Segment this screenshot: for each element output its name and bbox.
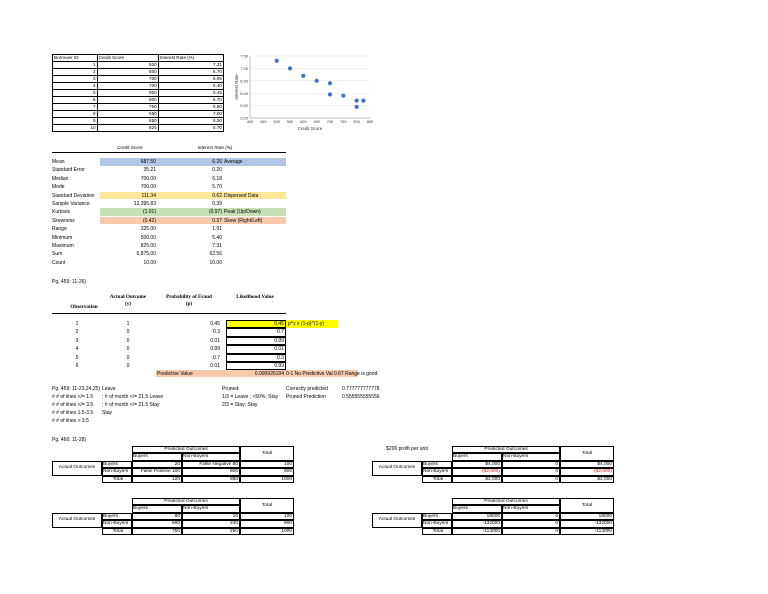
actual-cell: 0	[126, 362, 130, 369]
matrix-value-cell: 20	[174, 461, 180, 467]
credit-score-cell: 800	[97, 97, 158, 104]
stats-row	[52, 242, 286, 250]
stats-row	[52, 158, 286, 166]
stats-note: Peak (Up/Down)	[224, 209, 261, 216]
stats-label: Maximum	[52, 242, 74, 249]
matrix-value-cell: 250	[229, 528, 238, 534]
borrower-id-cell: 6	[53, 97, 98, 104]
actual-outcomes-label: Actual Outcomes	[58, 517, 96, 523]
borrower-id-cell: 4	[53, 83, 98, 90]
stats-credit-value: 687.50	[140, 159, 156, 165]
matrix-value-cell: 900	[283, 521, 292, 527]
prob-header: Probability of Fraud	[166, 294, 212, 300]
interest-rate-cell: 6.50	[158, 118, 223, 125]
borrower-id-cell: 5	[53, 90, 98, 97]
actual-cell: 0	[126, 329, 130, 336]
stats-label: Standard Error	[52, 167, 85, 174]
prob-cell: 0.99	[210, 346, 220, 353]
stats-header-interest: Interest Rate (%)	[197, 145, 233, 150]
rule-line	[52, 394, 212, 402]
pruned-label: Pruned:	[222, 386, 240, 392]
data-point	[301, 74, 305, 78]
obs-header: Observation	[70, 304, 98, 310]
stats-row	[52, 183, 286, 191]
stats-row	[52, 250, 286, 258]
stats-credit-value: (0.42)	[142, 217, 156, 224]
data-point	[355, 99, 359, 103]
stats-row	[52, 234, 286, 242]
table-row	[53, 76, 224, 83]
table-row	[53, 118, 224, 125]
interest-rate-cell: 5.95	[158, 76, 223, 83]
non-buyers-row-label: Non-Buyers	[103, 521, 129, 527]
stats-row	[52, 217, 286, 225]
predicted-outcomes-header: Predicted Outcomes	[484, 499, 528, 504]
likelihood-cell: 0.45	[274, 321, 284, 327]
fraud-table	[52, 320, 352, 370]
prob-header-sub: (p)	[185, 301, 193, 307]
data-point	[355, 105, 359, 109]
credit-score-cell: 750	[97, 104, 158, 111]
stats-interest-value: 7.31	[212, 242, 222, 249]
stats-interest-value: 0.62	[212, 192, 222, 199]
stats-divider	[52, 152, 286, 153]
formula-text: p^y x (1-p)^(1-y)	[288, 321, 325, 327]
x-tick-label: 450	[260, 120, 267, 124]
buyers-col-header: Buyers	[133, 454, 148, 460]
fraud-row	[52, 345, 352, 353]
stats-row	[52, 200, 286, 208]
obs-cell: 3	[75, 337, 79, 344]
total-header: Total	[581, 450, 593, 456]
x-tick-label: 750	[340, 120, 347, 124]
matrix-value-cell: 0	[555, 461, 558, 467]
stats-interest-value: (0.97)	[208, 209, 222, 216]
stats-row	[52, 225, 286, 233]
y-tick-label: 5.00	[240, 115, 248, 121]
credit-score-cell: 700	[97, 76, 158, 83]
borrower-id-cell: 1	[53, 62, 98, 69]
obs-cell: 4	[75, 346, 79, 353]
scatter-chart	[230, 52, 378, 136]
stats-credit-value: 500.00	[140, 234, 156, 241]
confusion-ref: Pg. 460: 11-28)	[52, 437, 87, 443]
total-row-label: Total	[112, 476, 124, 482]
interest-rate-cell: 5.70	[158, 125, 223, 132]
stats-interest-value: 0.37	[212, 217, 222, 224]
predictive-value: 0.000926194	[254, 371, 284, 377]
data-point	[275, 59, 279, 63]
stats-interest-value: 6.26	[212, 159, 222, 165]
borrower-id-cell: 9	[53, 118, 98, 125]
buyers-row-label: Buyers	[423, 513, 438, 519]
credit-score-cell: 550	[97, 111, 158, 118]
stats-interest-value: 10.00	[209, 259, 222, 266]
stats-credit-value: (1.01)	[142, 209, 156, 216]
actual-cell: 0	[126, 337, 130, 344]
stats-interest-value: 5.70	[212, 184, 222, 191]
matrix-value-cell: 0	[555, 528, 558, 534]
x-tick-label: 800	[353, 120, 360, 124]
likelihood-cell: 0.7	[277, 329, 284, 336]
rules-ref: Pg. 459: 11-23,24,25)	[52, 386, 100, 392]
matrix-value-cell: 0	[555, 476, 558, 482]
buyers-col-header: Buyers	[453, 506, 468, 512]
data-point	[361, 99, 365, 103]
stats-row	[52, 175, 286, 183]
y-axis-label: Interest Rate	[234, 74, 239, 100]
matrix-value-cell: 0	[555, 521, 558, 527]
stats-credit-value: 825.00	[140, 242, 156, 249]
predictive-label: Predictive Value	[157, 371, 193, 377]
matrix-value-cell: 18000	[598, 513, 612, 519]
interest-rate-cell: 7.31	[158, 62, 223, 69]
pruned-line-2: 2/3 = Stay; Stay	[222, 402, 258, 408]
correct-label: Correctly predicted	[286, 386, 328, 392]
matrix-value-cell: ($2,000)	[594, 469, 612, 475]
matrix-value-cell: 10	[232, 513, 238, 519]
col-header-borrower-id: Borrower ID	[53, 55, 98, 62]
table-row	[53, 62, 224, 69]
actual-header: Actual Outcome	[109, 294, 147, 300]
matrix-value-cell: False Positive 100	[140, 469, 180, 475]
rule-outcome: Stay	[102, 410, 113, 416]
matrix-value-cell: 900	[283, 469, 292, 475]
stats-label: Minimum	[52, 234, 73, 241]
matrix-value-cell: 880	[229, 476, 238, 482]
matrix-value-cell: 660	[171, 521, 180, 527]
stats-label: Count	[52, 259, 66, 266]
col-header-credit-score: Credit Score	[97, 55, 158, 62]
buyers-row-label: Buyers	[423, 461, 438, 467]
rule-line	[52, 418, 212, 426]
obs-cell: 2	[75, 329, 79, 336]
scatter-chart-svg	[230, 52, 378, 136]
predicted-outcomes-header: Predicted Outcomes	[164, 447, 208, 452]
actual-outcomes-label: Actual Outcomes	[378, 465, 416, 471]
matrix-value-cell: 800	[229, 469, 238, 475]
matrix-value-cell: -132000	[482, 521, 500, 527]
predicted-outcomes-header: Predicted Outcomes	[484, 447, 528, 452]
actual-cell: 1	[126, 321, 130, 327]
fraud-row	[52, 320, 352, 328]
matrix-value-cell: $4,000	[597, 461, 612, 467]
stats-credit-value: 111.34	[141, 192, 156, 199]
stats-table	[52, 158, 286, 267]
table-row	[53, 97, 224, 104]
table-row	[53, 69, 224, 76]
fraud-ref: Pg. 459: 11-26)	[52, 279, 87, 285]
rule-condition: # # of lines > 3.5	[52, 418, 89, 424]
credit-score-cell: 500	[97, 62, 158, 69]
obs-cell: 6	[75, 362, 79, 369]
prob-cell: 0.3	[213, 329, 220, 336]
table-row	[53, 104, 224, 111]
x-tick-label: 650	[313, 120, 320, 124]
stats-label: Standard Deviation	[52, 192, 95, 199]
borrower-id-cell: 3	[53, 76, 98, 83]
y-tick-label: 6.00	[240, 90, 248, 96]
likelihood-cell: 0.3	[277, 354, 284, 361]
stats-interest-value: 0.39	[212, 200, 222, 207]
stats-interest-value: 62.56	[209, 251, 222, 258]
x-tick-label: 500	[273, 120, 280, 124]
pruned-value: 0.555555555556	[342, 394, 380, 400]
x-tick-label: 850	[366, 120, 374, 124]
stats-credit-value: 10.00	[143, 259, 156, 266]
col-header-interest-rate: Interest Rate (%)	[158, 55, 223, 62]
stats-note: Dispersed Data	[224, 192, 259, 199]
y-tick-label: 7.00	[240, 66, 248, 71]
total-header: Total	[261, 450, 273, 456]
prob-cell: 0.7	[213, 354, 220, 361]
table-row	[53, 111, 224, 118]
stats-label: Median	[52, 175, 69, 182]
predicted-outcomes-header: Predicted Outcomes	[164, 499, 208, 504]
rule-outcome: ; # of month </= 21.5 Stay	[102, 402, 160, 408]
rule-condition: # # of lines 1.5-3.5	[52, 410, 94, 416]
matrix-value-cell: ($2,000)	[482, 469, 500, 475]
credit-score-cell: 800	[97, 90, 158, 97]
matrix-value-cell: -132000	[594, 521, 612, 527]
stats-row	[52, 192, 286, 200]
non-buyers-row-label: Non-Buyers	[103, 469, 129, 475]
interest-rate-cell: 5.70	[158, 97, 223, 104]
interest-rate-cell: 6.70	[158, 69, 223, 76]
borrower-id-cell: 2	[53, 69, 98, 76]
total-header: Total	[261, 502, 273, 508]
stats-interest-value: 6.18	[212, 175, 222, 182]
stats-label: Sum	[52, 251, 63, 258]
matrix-value-cell: 1000	[281, 476, 292, 482]
rule-line	[52, 410, 212, 418]
stats-row	[52, 259, 286, 267]
rules-leave: Leave	[102, 386, 116, 392]
borrower-id-cell: 8	[53, 111, 98, 118]
interest-rate-cell: 5.90	[158, 104, 223, 111]
stats-label: Range	[52, 226, 67, 233]
credit-score-cell: 650	[97, 118, 158, 125]
matrix-value-cell: $2,000	[597, 476, 612, 482]
stats-interest-value: 5.40	[212, 234, 222, 241]
x-tick-label: 400	[246, 120, 254, 124]
prob-cell: 0.01	[210, 362, 220, 369]
y-tick-label: 5.50	[240, 103, 248, 109]
interest-rate-cell: 5.45	[158, 90, 223, 97]
matrix-value-cell: $4,000	[485, 461, 500, 467]
borrower-id-cell: 7	[53, 104, 98, 111]
matrix-value-cell: 100	[283, 513, 292, 519]
borrower-table	[52, 54, 224, 132]
matrix-value-cell: 0	[555, 513, 558, 519]
matrix-value-cell: $2,000	[485, 476, 500, 482]
non-buyers-col-header: Non-Buyers	[183, 454, 209, 460]
stats-note: Average	[224, 159, 243, 165]
total-row-label: Total	[432, 476, 444, 482]
non-buyers-col-header: Non-Buyers	[183, 506, 209, 512]
stats-label: Kurtosis	[52, 209, 71, 216]
stats-credit-value: 700.00	[140, 184, 156, 191]
interest-rate-cell: 6.40	[158, 83, 223, 90]
data-point	[328, 92, 332, 96]
matrix-value-cell: -114000	[482, 528, 500, 534]
table-row	[53, 125, 224, 132]
fraud-row	[52, 337, 352, 345]
stats-label: Mean	[52, 159, 65, 165]
y-tick-label: 7.50	[240, 53, 248, 59]
stats-credit-value: 12,395.83	[133, 200, 156, 207]
x-tick-label: 550	[286, 120, 294, 124]
obs-cell: 1	[75, 321, 79, 327]
stats-credit-value: 35.21	[143, 167, 156, 174]
stats-credit-value: 6,875.00	[136, 251, 156, 258]
credit-score-cell: 825	[97, 125, 158, 132]
non-buyers-row-label: Non-Buyers	[423, 521, 449, 527]
data-point	[288, 66, 292, 70]
actual-outcomes-label: Actual Outcomes	[58, 465, 96, 471]
fraud-row	[52, 354, 352, 362]
y-tick-label: 6.50	[240, 78, 248, 84]
non-buyers-col-header: Non-Buyers	[503, 454, 529, 460]
prob-cell: 0.45	[210, 321, 220, 327]
obs-cell: 5	[75, 354, 79, 361]
total-row-label: Total	[432, 528, 444, 534]
interest-rate-cell: 7.00	[158, 111, 223, 118]
stats-row	[52, 166, 286, 174]
x-tick-label: 600	[300, 120, 307, 124]
stats-credit-value: 700.00	[140, 175, 156, 182]
fraud-row	[52, 328, 352, 336]
borrower-id-cell: 10	[53, 125, 98, 132]
matrix-value-cell: 750	[171, 528, 180, 534]
stats-credit-value: 325.00	[140, 226, 156, 233]
buyers-row-label: Buyers	[103, 513, 118, 519]
matrix-value-cell: 120	[171, 476, 180, 482]
pruned-prediction-label: Pruned Prediction	[286, 394, 326, 400]
matrix-value-cell: False Negative 80	[199, 461, 238, 467]
data-point	[328, 81, 332, 85]
stats-header-credit: Credit Score	[117, 145, 143, 150]
rule-outcome: ; # of month </= 21.5 Leave	[102, 394, 164, 400]
actual-header-sub: (y)	[124, 301, 132, 307]
profit-label: $200 profit per unit	[386, 446, 428, 452]
non-buyers-col-header: Non-Buyers	[503, 506, 529, 512]
correct-value: 0.777777777778	[342, 386, 380, 392]
likelihood-cell: 0.99	[274, 362, 284, 369]
matrix-value-cell: 100	[283, 461, 292, 467]
actual-cell: 0	[126, 346, 130, 353]
stats-interest-value: 0.20	[212, 167, 222, 174]
x-tick-label: 700	[326, 120, 334, 124]
rule-condition: # # of lines </= 1.5	[52, 394, 94, 400]
credit-score-cell: 600	[97, 69, 158, 76]
stats-label: Mode	[52, 184, 65, 191]
matrix-value-cell: 90	[174, 513, 180, 519]
stats-label: Sample Variance	[52, 200, 90, 207]
borrower-header-row	[53, 55, 224, 62]
rule-line	[52, 402, 212, 410]
actual-outcomes-label: Actual Outcomes	[378, 517, 416, 523]
buyers-row-label: Buyers	[103, 461, 118, 467]
stats-interest-value: 1.91	[212, 226, 222, 233]
credit-score-cell: 700	[97, 83, 158, 90]
rule-condition: # # of lines </= 3.5	[52, 402, 94, 408]
buyers-col-header: Buyers	[133, 506, 148, 512]
matrix-value-cell: 18000	[486, 513, 500, 519]
fraud-header-divider	[52, 313, 286, 314]
stats-note: Skew (Right/Left)	[224, 217, 263, 224]
actual-cell: 0	[126, 354, 130, 361]
total-header: Total	[581, 502, 593, 508]
matrix-value-cell: -114000	[594, 528, 612, 534]
matrix-value-cell: 0	[555, 469, 558, 475]
table-row	[53, 83, 224, 90]
predictive-note: 0-1 No Predictive Val 0.67 Range is good	[286, 371, 378, 377]
rules-list	[52, 394, 212, 426]
table-row	[53, 90, 224, 97]
data-point	[341, 94, 345, 98]
x-axis-label: Credit Score	[297, 126, 323, 131]
likelihood-header: Likelihood Value	[236, 294, 274, 300]
total-row-label: Total	[112, 528, 124, 534]
likelihood-cell: 0.01	[274, 346, 284, 353]
non-buyers-row-label: Non-Buyers	[423, 469, 449, 475]
matrix-value-cell: 240	[229, 521, 238, 527]
pruned-line-1: 1/3 = Leave ; <50%; Stay	[222, 394, 279, 400]
data-point	[315, 79, 319, 83]
buyers-col-header: Buyers	[453, 454, 468, 460]
stats-label: Skewness	[52, 217, 75, 224]
likelihood-cell: 0.99	[274, 337, 284, 344]
matrix-value-cell: 1000	[281, 528, 292, 534]
stats-row	[52, 208, 286, 216]
prob-cell: 0.01	[210, 337, 220, 344]
